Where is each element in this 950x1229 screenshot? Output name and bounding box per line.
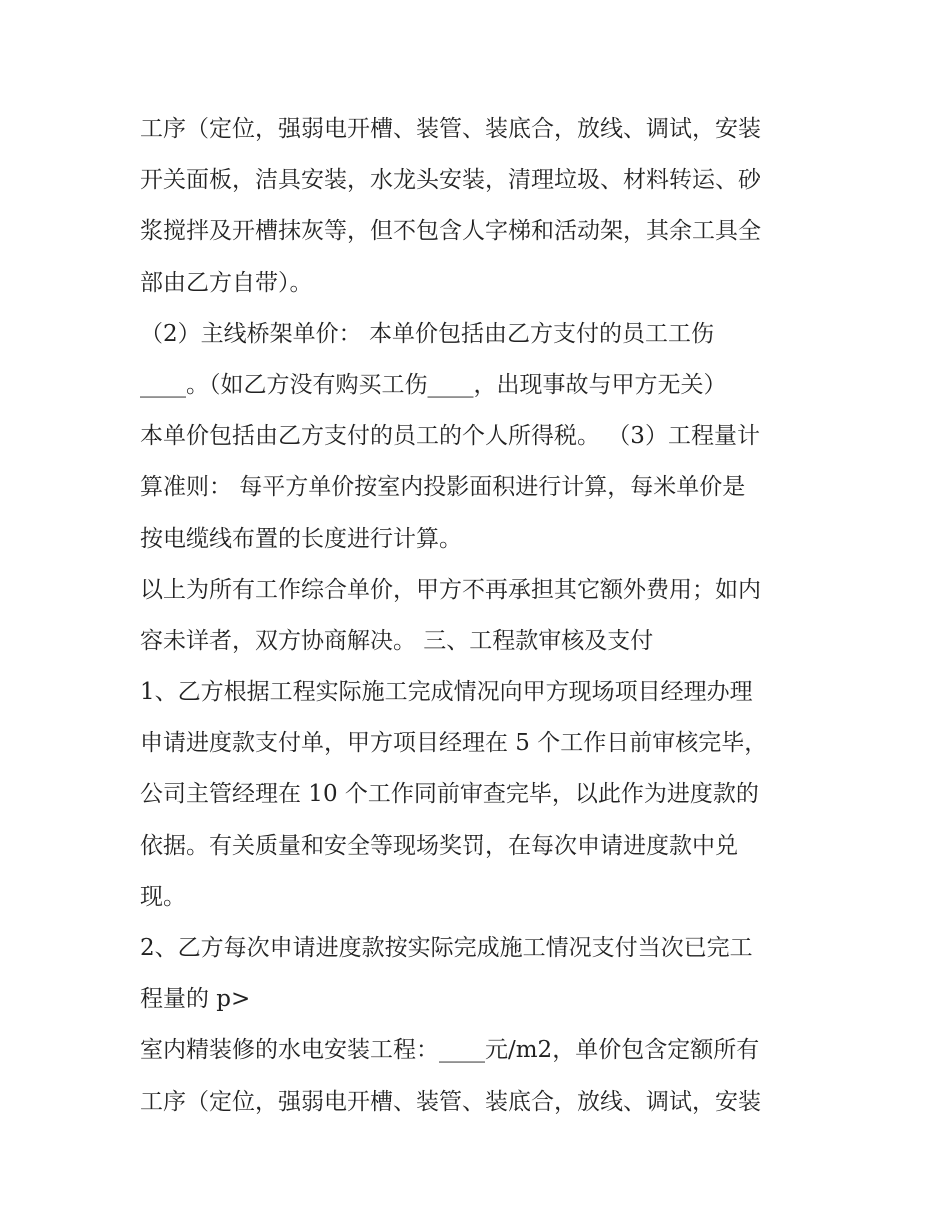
text-line-2: 开关面板，洁具安装，水龙头安装，清理垃圾、材料转运、砂 [140, 167, 761, 194]
text-line-6: ____。（如乙方没有购买工伤____，出现事故与甲方无关） [140, 371, 727, 398]
text-line-3: 浆搅拌及开槽抹灰等，但不包含人字梯和活动架，其余工具全 [140, 218, 761, 245]
text-line-10: 以上为所有工作综合单价，甲方不再承担其它额外费用；如内 [140, 576, 761, 603]
text-line-11: 容未详者，双方协商解决。 三、工程款审核及支付 [140, 627, 654, 654]
text-line-8: 算准则： 每平方单价按室内投影面积进行计算，每米单价是 [140, 474, 746, 501]
text-line-19: 室内精装修的水电安装工程：____元/m2，单价包含定额所有 [140, 1037, 760, 1064]
text-line-9: 按电缆线布置的长度进行计算。 [140, 525, 462, 552]
text-line-7: 本单价包括由乙方支付的员工的个人所得税。 （3）工程量计 [140, 423, 760, 450]
text-line-4: 部由乙方自带）。 [140, 269, 313, 296]
text-line-12: 1、乙方根据工程实际施工完成情况向甲方现场项目经理办理 [140, 679, 753, 706]
document-body [140, 104, 840, 1128]
text-line-18: 程量的 p> [140, 986, 251, 1013]
text-line-20: 工序（定位，强弱电开槽、装管、装底合，放线、调试，安装 [140, 1088, 761, 1115]
text-line-15: 依据。有关质量和安全等现场奖罚，在每次申请进度款中兑 [140, 832, 738, 859]
text-line-5: （2）主线桥架单价： 本单价包括由乙方支付的员工工伤 [140, 320, 714, 347]
text-line-1: 工序（定位，强弱电开槽、装管、装底合，放线、调试，安装 [140, 116, 761, 142]
text-line-16: 现。 [140, 883, 186, 910]
text-line-17: 2、乙方每次申请进度款按实际完成施工情况支付当次已完工 [140, 935, 753, 961]
text-line-13: 申请进度款支付单，甲方项目经理在 5 个工作日前审核完毕， [140, 730, 768, 757]
text-line-14: 公司主管经理在 10 个工作同前审查完毕，以此作为进度款的 [140, 781, 759, 808]
